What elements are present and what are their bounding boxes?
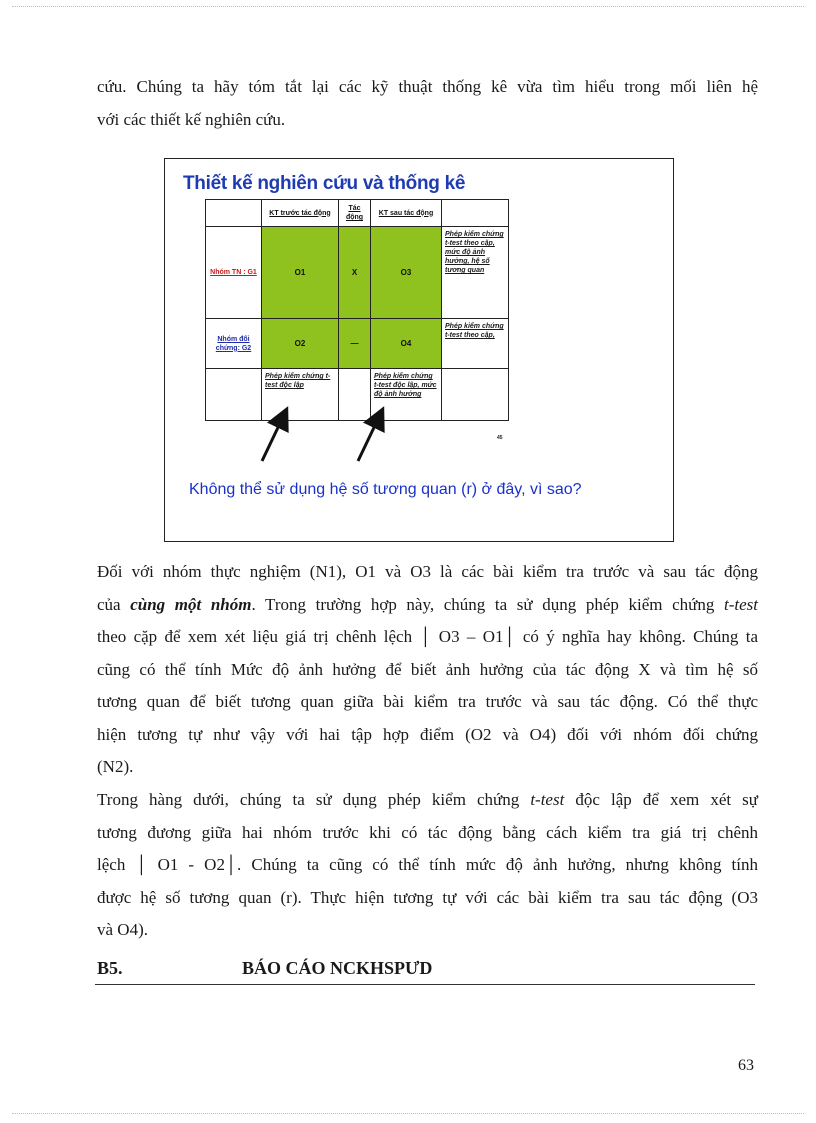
text-line: theo cặp để xem xét liệu giá trị chênh lệch │ O3 – O1│ có ý nghĩa hay không. Chúng ta	[97, 627, 759, 646]
text-line: với các thiết kế nghiên cứu.	[97, 109, 286, 129]
header-pretest: KT trước tác động	[262, 200, 339, 227]
text-line: cũng có thể tính Mức độ ảnh hưởng để biết ảnh hưởng của tác động X và tìm hệ số	[97, 659, 758, 679]
slide-title: Thiết kế nghiên cứu và thống kê	[183, 173, 466, 194]
section-number: B5.	[97, 958, 123, 978]
abs-diff-o3-o1: O3 – O1	[438, 627, 504, 646]
cell-o2: O2	[262, 319, 339, 369]
text-line: cứu. Chúng ta hãy tóm tắt lại các kỹ thuật thống kê vừa tìm hiểu trong mối liên hệ	[97, 77, 758, 96]
cell-o3: O3	[371, 227, 442, 319]
term-ttest: t-test	[530, 790, 565, 809]
header-treatment: Tác động	[339, 200, 371, 227]
paragraph-experimental-group	[97, 556, 758, 784]
text-line: Đối với nhóm thực nghiệm (N1), O1 và O3 là các bài kiểm tra trước và sau tác động	[97, 562, 758, 581]
text-span: của	[97, 594, 131, 614]
row-label-g1: Nhóm TN : G1	[206, 227, 262, 319]
text-line: lệch │ O1 - O2│. Chúng ta cũng có thể tính mức độ ảnh hưởng, nhưng không tính	[97, 855, 759, 874]
note-g1: Phép kiểm chứng t-test theo cặp, mức độ ảnh hưởng, hệ số tương quan	[442, 227, 509, 319]
text-span: độc lập để xem xét sự	[564, 790, 758, 809]
row-label-g2: Nhóm đối chứng: G2	[206, 319, 262, 369]
page-number: 63	[738, 1057, 754, 1074]
arrow-up-left	[262, 417, 283, 461]
note-independent-post: Phép kiểm chứng t-test độc lập, mức độ ảnh hưởng	[371, 369, 442, 421]
text-line: (N2).	[97, 757, 134, 776]
note-g2: Phép kiểm chứng t-test theo cặp,	[442, 319, 509, 369]
text-line: được hệ số tương quan (r). Thực hiện tương tự với các bài kiểm tra sau tác động (O3	[97, 887, 758, 907]
text-span: theo cặp để xem xét liệu giá trị chênh lệch	[97, 627, 413, 646]
paragraph-intro	[97, 71, 758, 136]
slide-question: Không thể sử dụng hệ số tương quan (r) ở đây, vì sao?	[189, 481, 582, 498]
term-ttest: t-test	[724, 594, 758, 614]
cell-x: X	[339, 227, 371, 319]
text-line: tương đương giữa hai nhóm trước khi có tác động bằng cách kiểm tra giá trị chênh	[97, 822, 758, 842]
paragraph-independent-test	[97, 784, 758, 947]
text-line: hiện tương tự như vậy với hai tập hợp điểm (O2 và O4) đối với nhóm đối chứng	[97, 724, 758, 744]
slide-figure	[164, 158, 674, 542]
cell-dash: —	[339, 319, 371, 369]
cell-o4: O4	[371, 319, 442, 369]
text-line: tương quan để biết tương quan giữa bài kiểm tra trước và sau tác động. Có thể thực	[97, 692, 758, 711]
arrow-up-right	[358, 417, 379, 461]
heading-rule	[95, 984, 755, 985]
text-span: . Trong trường hợp này, chúng ta sử dụng phép kiểm chứng	[251, 594, 724, 614]
slide-number: 45	[497, 435, 503, 441]
section-title: BÁO CÁO NCKHSPƯD	[242, 958, 433, 978]
text-span: có ý nghĩa hay không. Chúng ta	[515, 627, 759, 646]
page-top-border	[12, 6, 804, 7]
text-span: Trong hàng dưới, chúng ta sử dụng phép kiểm chứng	[97, 790, 531, 809]
abs-diff-o1-o2: O1 - O2	[157, 855, 225, 874]
text-span: . Chúng ta cũng có thể tính mức độ ảnh hưởng, nhưng không tính	[237, 855, 759, 874]
header-posttest: KT sau tác động	[371, 200, 442, 227]
note-independent-pre: Phép kiểm chứng t-test độc lập	[262, 369, 339, 421]
emphasis-same-group: cùng một nhóm	[130, 594, 252, 614]
text-line	[97, 589, 758, 622]
page-bottom-border	[12, 1113, 804, 1114]
cell-o1: O1	[262, 227, 339, 319]
text-line	[97, 784, 758, 817]
text-line: và O4).	[97, 920, 148, 939]
text-span: lệch	[97, 855, 126, 874]
